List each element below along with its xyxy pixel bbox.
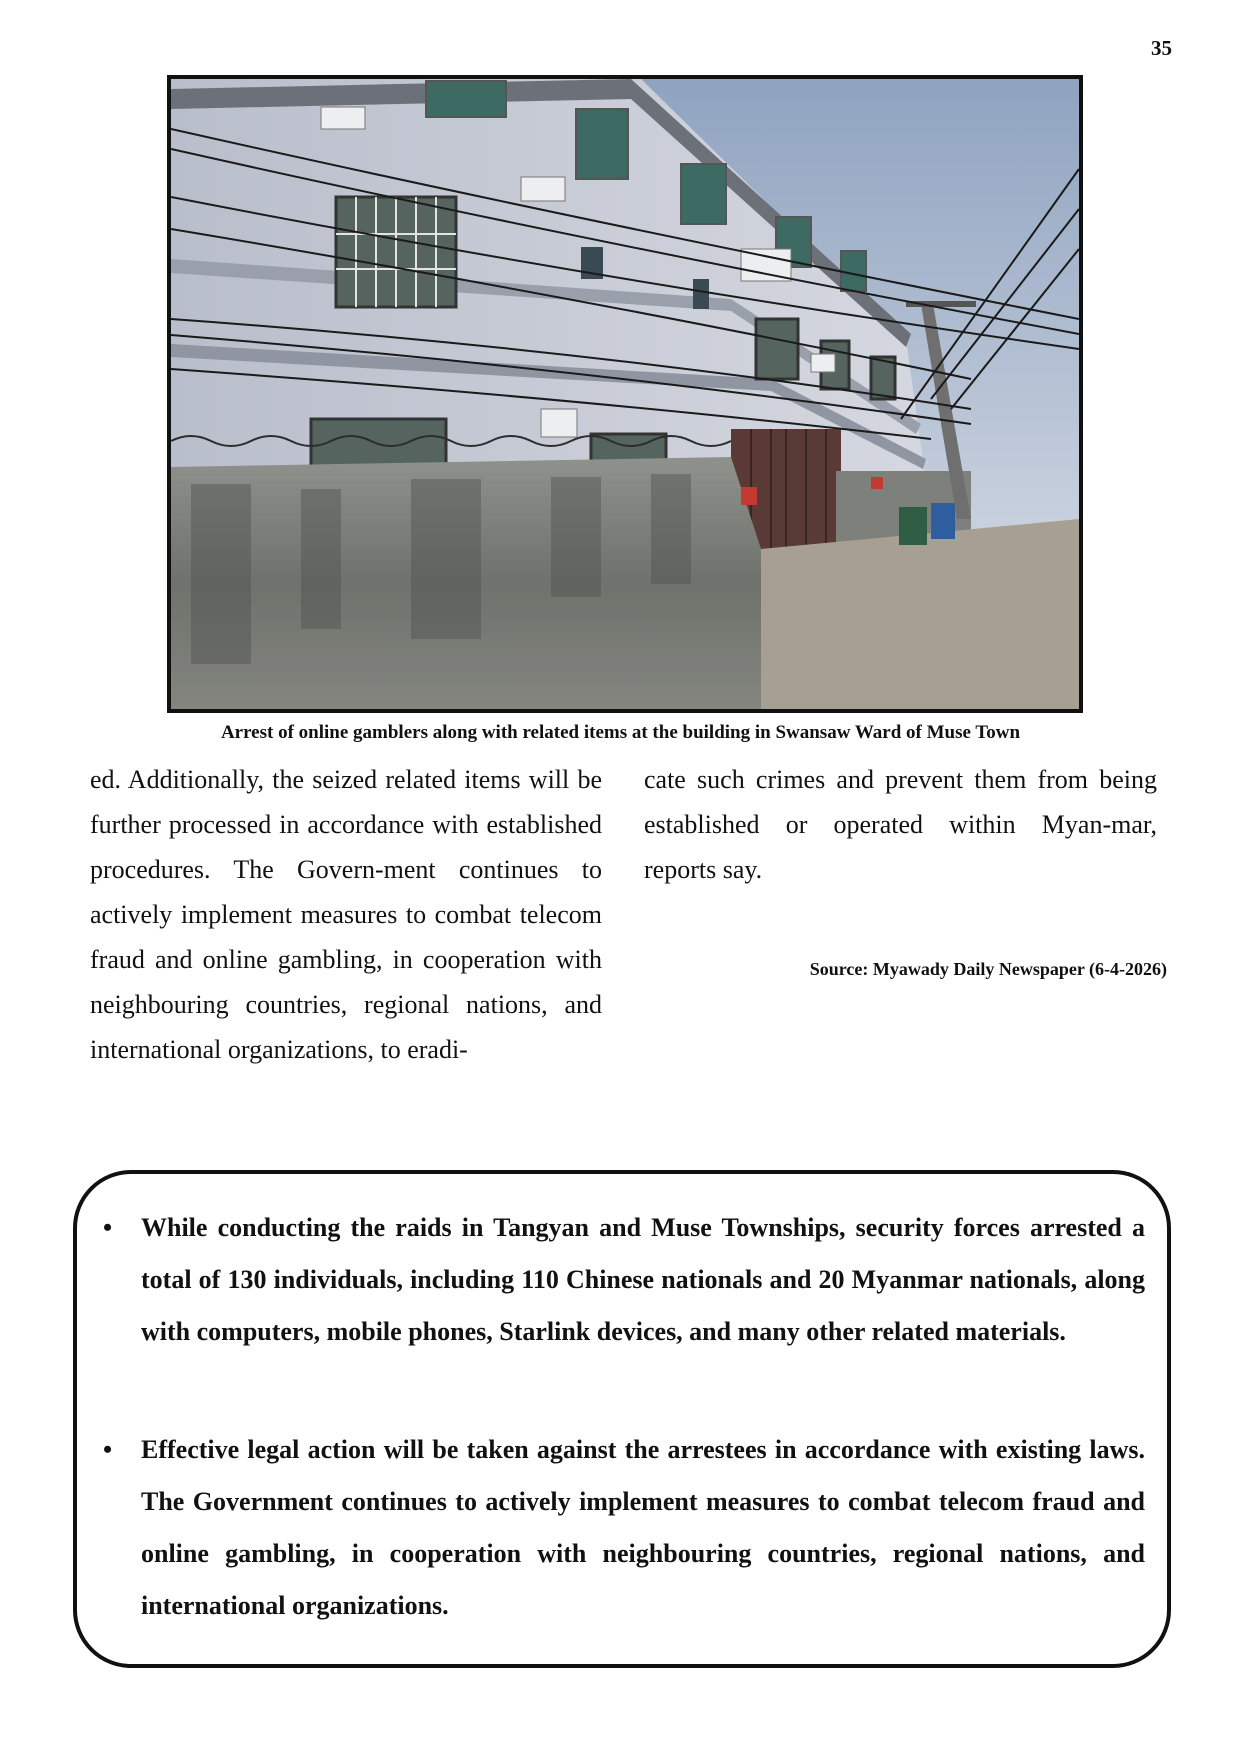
bullet-icon: • <box>103 1213 113 1242</box>
summary-item-text: Effective legal action will be taken against the arrestees in accordance with existing laws. The Government continues to actively implement measures to combat telecom fraud and online gambling, in cooperation with neighbouring countries, regional nations, and international organizations. <box>141 1435 1145 1620</box>
summary-item <box>103 1202 1145 1358</box>
bullet-icon: • <box>103 1435 113 1464</box>
photo-caption: Arrest of online gamblers along with related items at the building in Swansaw Ward of Muse Town <box>220 722 1021 743</box>
page-number: 35 <box>1151 36 1172 60</box>
article-right-column: cate such crimes and prevent them from being established or operated within Myan-mar, reports say. <box>644 765 1157 884</box>
article-left-column: ed. Additionally, the seized related items will be further processed in accordance with established procedures. The Govern-ment continues to actively implement measures to combat telecom fraud and online gambling, in cooperation with neighbouring countries, regional nations, and international organizations, to eradi- <box>90 765 602 1064</box>
summary-item-text: While conducting the raids in Tangyan and Muse Townships, security forces arrested a total of 130 individuals, including 110 Chinese nationals and 20 Myanmar nationals, along with computers, mobile phones, Starlink devices, and many other related materials. <box>141 1213 1145 1346</box>
building-illustration <box>171 79 1079 709</box>
source-citation: Source: Myawady Daily Newspaper (6-4-2026) <box>809 959 1167 979</box>
building-photo <box>167 75 1083 713</box>
summary-box <box>73 1170 1171 1668</box>
summary-item <box>103 1424 1145 1632</box>
